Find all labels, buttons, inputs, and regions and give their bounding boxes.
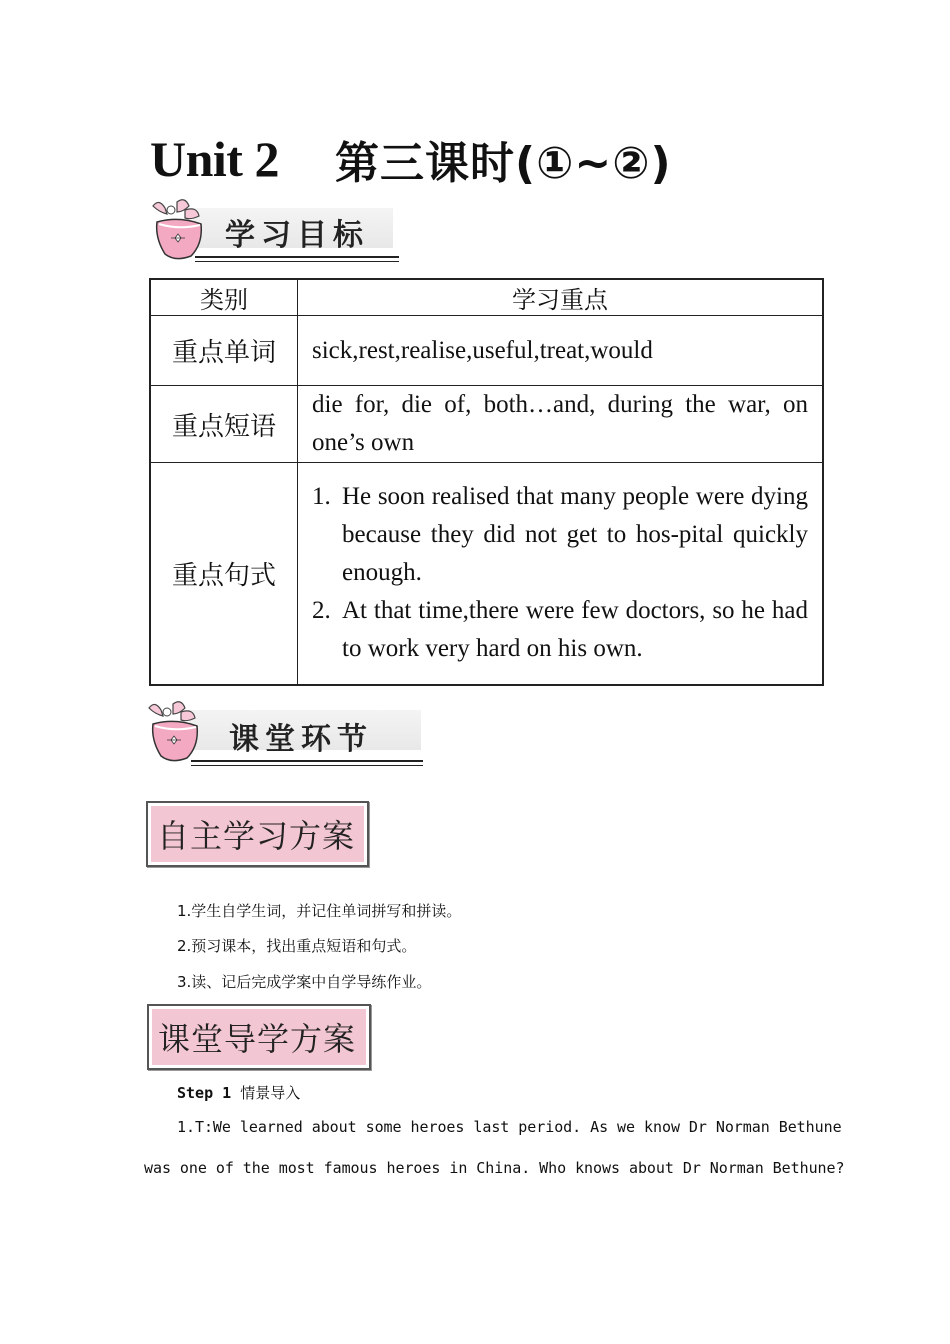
sentence-item: 1. He soon realised that many people were dying because they did not get to hos-pital quickly enough. [312, 483, 808, 587]
title-lesson: 第三课时(①~②) [334, 138, 672, 189]
table-row [150, 463, 823, 685]
class-banner-label: 课堂环节 [229, 722, 373, 757]
row-category: 重点短语 [150, 386, 298, 463]
flower-pot-icon [141, 700, 205, 766]
title-unit: Unit 2 [150, 131, 279, 187]
header-focus: 学习重点 [298, 279, 824, 316]
row-content-sentences [298, 463, 824, 685]
list-item: 2.预习课本，找出重点短语和句式。 [177, 937, 417, 955]
class-guide-heading: 课堂导学方案 [147, 1004, 371, 1070]
table-header-row [150, 279, 823, 316]
list-item: 3.读、记后完成学案中自学导练作业。 [177, 973, 432, 991]
list-item: 1.学生自学生词，并记住单词拼写和拼读。 [177, 902, 462, 920]
paragraph-line: was one of the most famous heroes in China. Who knows about Dr Norman Bethune? [144, 1159, 845, 1177]
step-title: 情景导入 [240, 1084, 301, 1102]
row-category: 重点单词 [150, 316, 298, 386]
page-title [150, 124, 672, 194]
paragraph-line: 1.T:We learned about some heroes last period. As we know Dr Norman Bethune [177, 1118, 842, 1136]
row-content-words: sick,rest,realise,useful,treat,would [298, 316, 824, 386]
row-content-phrases: die for, die of, both…and, during the war, on one’s own [298, 386, 824, 463]
flower-pot-icon [145, 198, 209, 264]
goals-table [149, 278, 824, 686]
table-row [150, 386, 823, 463]
sentence-item: 2. At that time,there were few doctors, so he had to work very hard on his own. [312, 597, 808, 663]
self-study-heading: 自主学习方案 [146, 801, 369, 867]
header-category: 类别 [150, 279, 298, 316]
table-row [150, 316, 823, 386]
step-heading [177, 1082, 300, 1103]
step-label: Step 1 [177, 1084, 232, 1102]
class-banner [141, 700, 427, 766]
row-category: 重点句式 [150, 463, 298, 685]
goals-banner-label: 学习目标 [225, 218, 369, 253]
goals-banner [145, 198, 401, 264]
